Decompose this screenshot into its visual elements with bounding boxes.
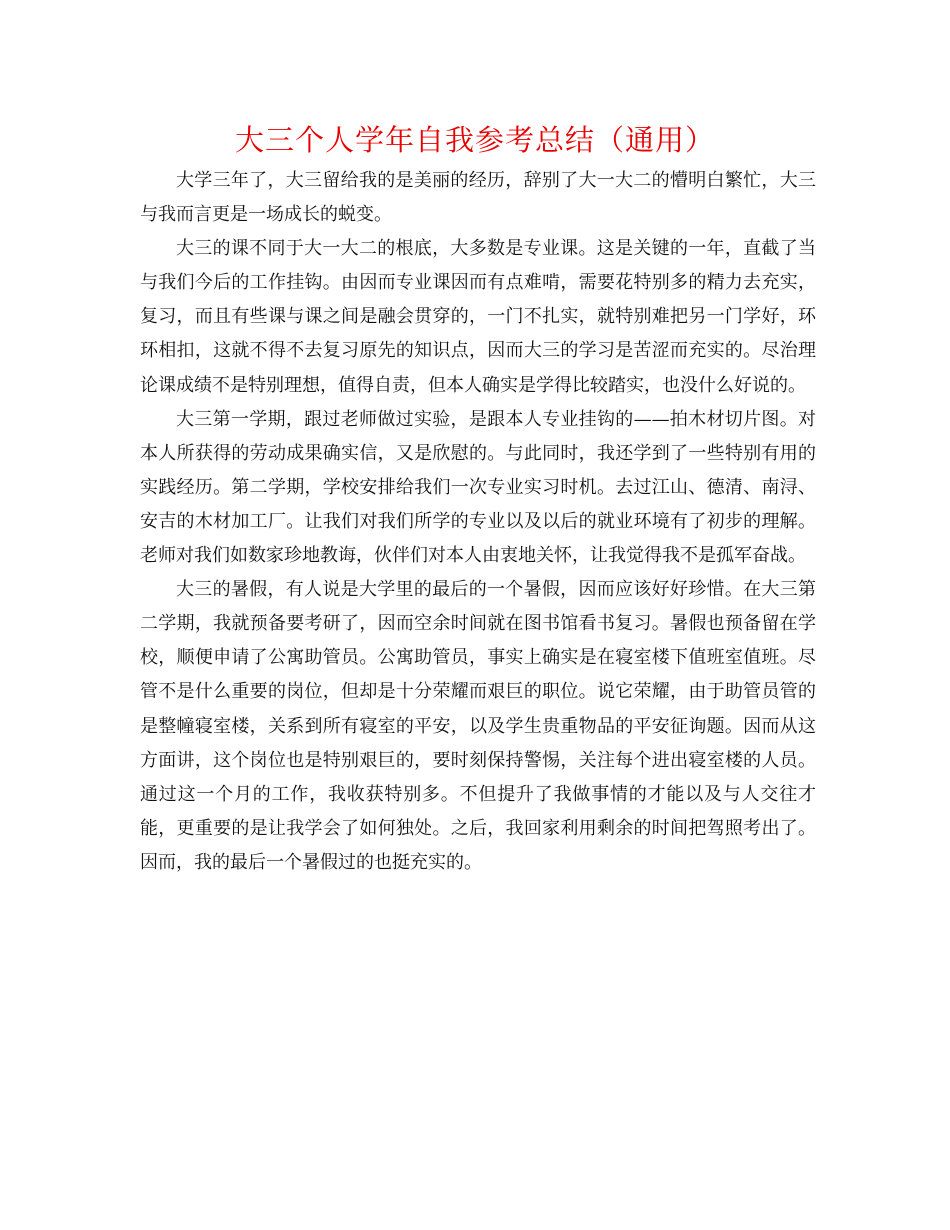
paragraph-4: 大三的暑假，有人说是大学里的最后的一个暑假，因而应该好好珍惜。在大三第二学期，我就预备要考研了，因而空余时间就在图书馆看书复习。暑假也预备留在学校，顺便申请了公寓助管员。公寓助管员，事实上确实是在寝室楼下值班室值班。尽管不是什么重要的岗位，但却是十分荣耀而艰巨的职位。说它荣耀，由于助管员管的是整幢寝室楼，关系到所有寝室的平安，以及学生贵重物品的平安征询题。因而从这方面讲，这个岗位也是特别艰巨的，要时刻保持警惕，关注每个进出寝室楼的人员。通过这一个月的工作，我收获特别多。不但提升了我做事情的才能以及与人交往才能，更重要的是让我学会了如何独处。之后，我回家利用剩余的时间把驾照考出了。因而，我的最后一个暑假过的也挺充实的。 [140, 579, 816, 873]
paragraph-1: 大学三年了，大三留给我的是美丽的经历，辞别了大一大二的懵明白繁忙，大三与我而言更是一场成长的蜕变。 [140, 170, 816, 226]
document-title: 大三个人学年自我参考总结（通用） [234, 123, 715, 157]
paragraph-3: 大三第一学期，跟过老师做过实验，是跟本人专业挂钩的——拍木材切片图。对本人所获得的劳动成果确实信，又是欣慰的。与此同时，我还学到了一些特别有用的实践经历。第二学期，学校安排给我们一次专业实习时机。去过江山、德清、南浔、安吉的木材加工厂。让我们对我们所学的专业以及以后的就业环境有了初步的理解。老师对我们如数家珍地教诲，伙伴们对本人由衷地关怀，让我觉得我不是孤军奋战。 [140, 408, 816, 567]
paragraph-2: 大三的课不同于大一大二的根底，大多数是专业课。这是关键的一年，直截了当与我们今后的工作挂钩。由因而专业课因而有点难啃，需要花特别多的精力去充实，复习，而且有些课与课之间是融会贯穿的，一门不扎实，就特别难把另一门学好，环环相扣，这就不得不去复习原先的知识点，因而大三的学习是苦涩而充实的。尽治理论课成绩不是特别理想，值得自责，但本人确实是学得比较踏实，也没什么好说的。 [140, 238, 816, 396]
document-body [140, 164, 816, 880]
